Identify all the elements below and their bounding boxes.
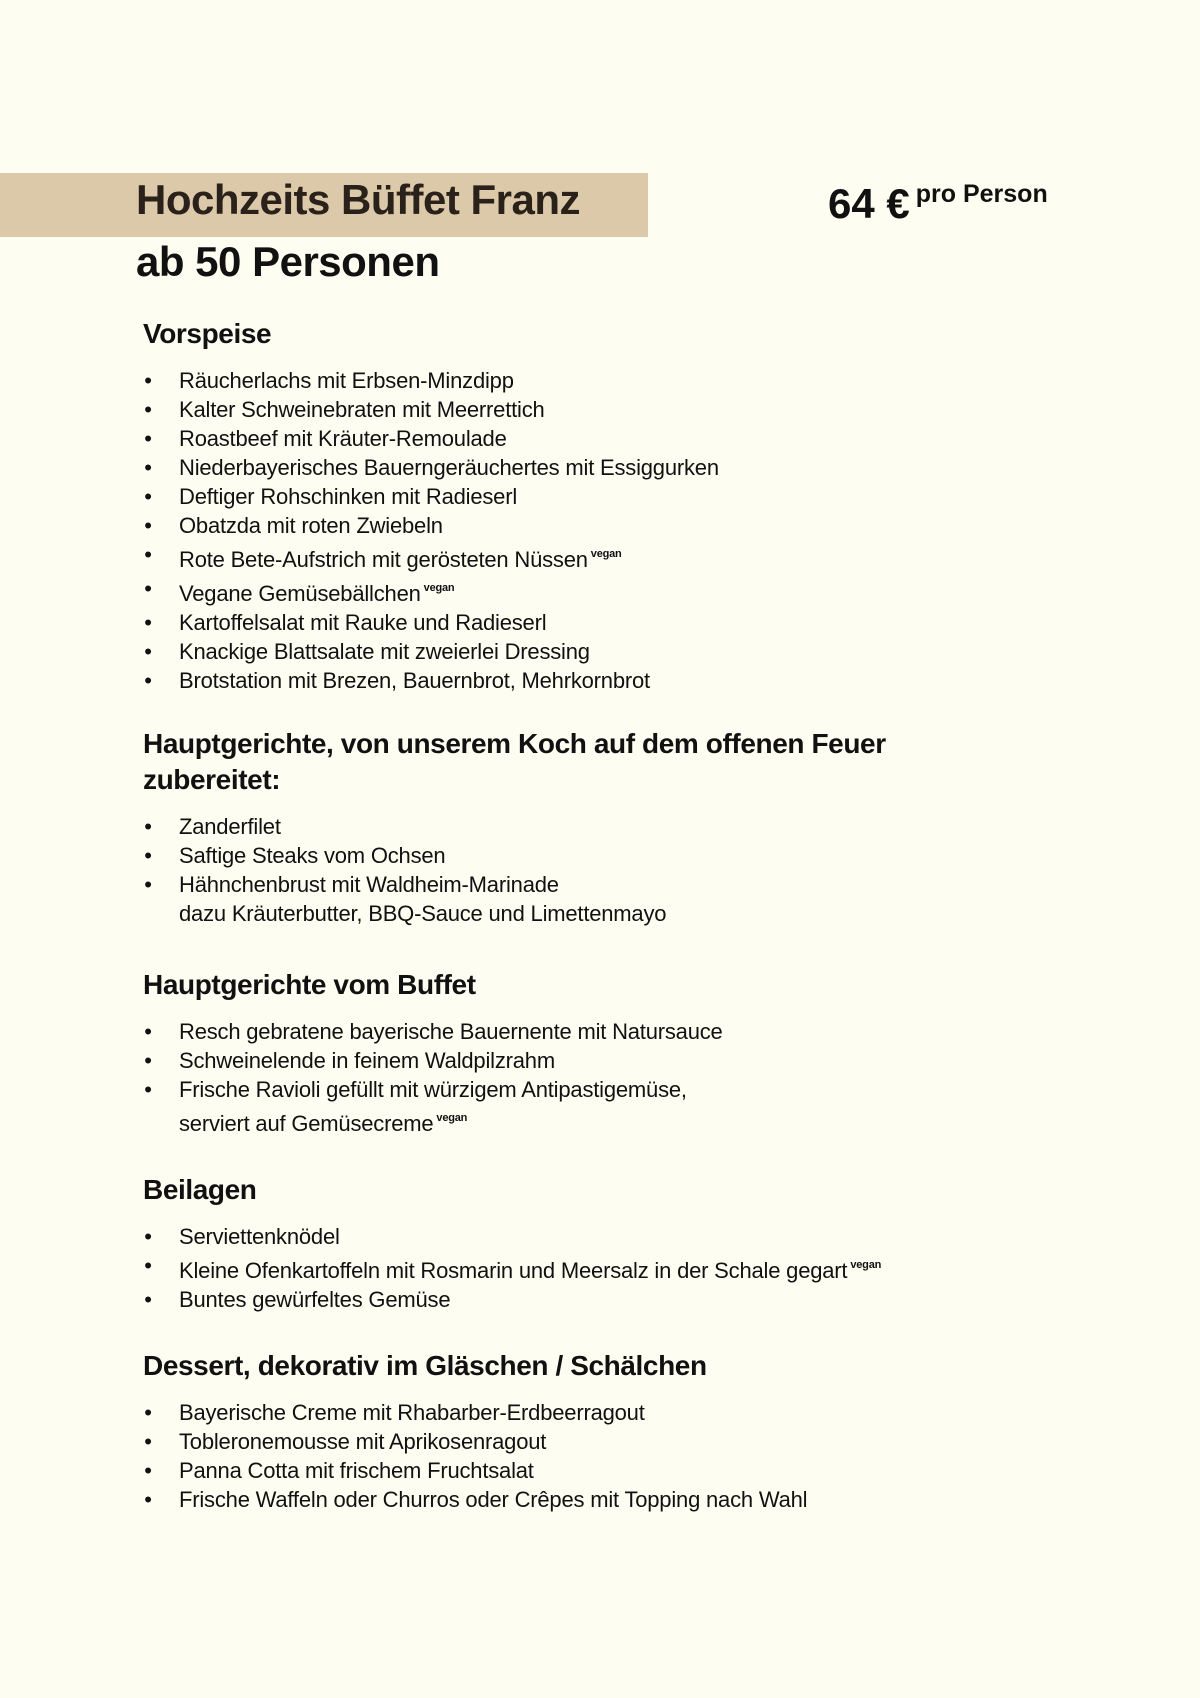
bullet-icon: •: [144, 610, 152, 635]
dish-list: [143, 1222, 1043, 1314]
bullet-icon: •: [144, 426, 152, 451]
bullet-icon: •: [144, 1077, 152, 1102]
dish-item: • Niederbayerisches Bauerngeräuchertes mit Essiggurken: [144, 455, 719, 480]
bullet-icon: •: [144, 1287, 152, 1312]
bullet-icon: •: [144, 1400, 152, 1425]
dish-item: • Bayerische Creme mit Rhabarber-Erdbeerragout: [144, 1400, 645, 1425]
dish-item: • Frische Waffeln oder Churros oder Crêpes mit Topping nach Wahl: [144, 1487, 808, 1512]
menu-subtitle: ab 50 Personen: [136, 238, 440, 285]
vegan-tag: vegan: [850, 1259, 882, 1271]
dish-item: • Zanderfilet: [144, 814, 281, 839]
dish-item: • Saftige Steaks vom Ochsen: [144, 843, 446, 868]
section-heading: Beilagen: [143, 1174, 257, 1205]
price: [828, 180, 1048, 228]
dish-item: • Kleine Ofenkartoffeln mit Rosmarin und Meersalz in der Schale gegart $^{vegan}$: [144, 1253, 882, 1283]
dish-item: • Frische Ravioli gefüllt mit würzigem Antipastigemüse, serviert auf Gemüsecreme $^{vegan}$: [144, 1077, 687, 1136]
dish-list: [143, 1017, 1043, 1138]
bullet-icon: •: [144, 455, 152, 480]
dish-list: [143, 1398, 1043, 1514]
dish-item: • Serviettenknödel: [144, 1224, 340, 1249]
bullet-icon: •: [144, 368, 152, 393]
bullet-icon: •: [144, 1458, 152, 1483]
dish-item: • Schweinelende in feinem Waldpilzrahm: [144, 1048, 555, 1073]
bullet-icon: •: [144, 1048, 152, 1073]
section-dessert: [143, 1348, 1043, 1514]
section-hauptgerichte-feuer: [143, 726, 1043, 928]
dish-item: • Resch gebratene bayerische Bauernente mit Natursauce: [144, 1019, 723, 1044]
price-unit: pro Person: [915, 180, 1048, 208]
section-hauptgerichte-buffet: [143, 967, 1043, 1138]
menu-title: Hochzeits Büffet Franz: [136, 176, 581, 223]
dish-item: • Tobleronemousse mit Aprikosenragout: [144, 1429, 547, 1454]
dish-list: [143, 812, 1043, 928]
dish-item: • Kalter Schweinebraten mit Meerrettich: [144, 397, 545, 422]
section-beilagen: [143, 1172, 1043, 1314]
dish-item: • Rote Bete-Aufstrich mit gerösteten Nüssen $^{vegan}$: [144, 542, 622, 572]
section-heading: Hauptgerichte vom Buffet: [143, 969, 476, 1000]
section-heading: Dessert, dekorativ im Gläschen / Schälchen: [143, 1350, 707, 1381]
bullet-icon: •: [144, 484, 152, 509]
dish-item: • Brotstation mit Brezen, Bauernbrot, Mehrkornbrot: [144, 668, 650, 693]
bullet-icon: •: [144, 576, 152, 601]
vegan-tag: vegan: [436, 1112, 468, 1124]
dish-item: • Knackige Blattsalate mit zweierlei Dressing: [144, 639, 590, 664]
bullet-icon: •: [144, 1224, 152, 1249]
dish-item: • Hähnchenbrust mit Waldheim-Marinade dazu Kräuterbutter, BBQ-Sauce und Limettenmayo: [144, 872, 667, 926]
bullet-icon: •: [144, 1253, 152, 1278]
dish-item: • Vegane Gemüsebällchen $^{vegan}$: [144, 576, 455, 606]
section-heading: Hauptgerichte, von unserem Koch auf dem offenen Feuer zubereitet:: [143, 728, 886, 795]
bullet-icon: •: [144, 513, 152, 538]
bullet-icon: •: [144, 1019, 152, 1044]
bullet-icon: •: [144, 639, 152, 664]
bullet-icon: •: [144, 1487, 152, 1512]
bullet-icon: •: [144, 814, 152, 839]
dish-item: • Buntes gewürfeltes Gemüse: [144, 1287, 451, 1312]
dish-item: • Obatzda mit roten Zwiebeln: [144, 513, 443, 538]
bullet-icon: •: [144, 1429, 152, 1454]
dish-item: • Roastbeef mit Kräuter-Remoulade: [144, 426, 507, 451]
dish-item: • Deftiger Rohschinken mit Radieserl: [144, 484, 518, 509]
vegan-tag: vegan: [423, 582, 455, 594]
bullet-icon: •: [144, 397, 152, 422]
vegan-tag: vegan: [590, 548, 622, 560]
bullet-icon: •: [144, 668, 152, 693]
dish-item: • Panna Cotta mit frischem Fruchtsalat: [144, 1458, 534, 1483]
bullet-icon: •: [144, 542, 152, 567]
dish-item: • Kartoffelsalat mit Rauke und Radieserl: [144, 610, 547, 635]
bullet-icon: •: [144, 843, 152, 868]
price-amount: 64 €: [828, 180, 910, 227]
section-heading: Vorspeise: [143, 318, 272, 349]
dish-list: [143, 366, 1043, 695]
bullet-icon: •: [144, 872, 152, 897]
dish-item: • Räucherlachs mit Erbsen-Minzdipp: [144, 368, 514, 393]
section-vorspeise: [143, 316, 1043, 695]
